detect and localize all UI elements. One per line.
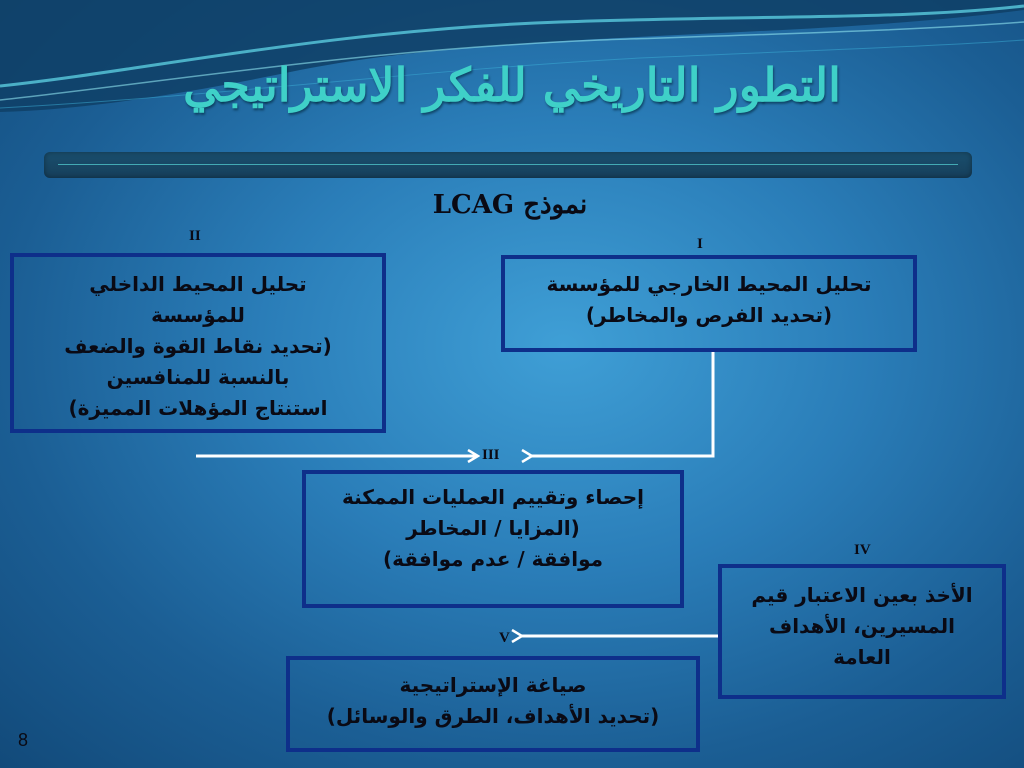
step-i-line-1: تحليل المحيط الخارجي للمؤسسة	[546, 272, 872, 296]
step-box-evaluate-options	[302, 470, 684, 608]
step-ii-line-4: بالنسبة للمنافسين	[106, 365, 290, 389]
step-label-v: V	[499, 630, 510, 646]
title-divider-line	[58, 164, 958, 165]
step-v-line-2: (تحديد الأهداف، الطرق والوسائل)	[326, 704, 660, 728]
step-iii-line-2: (المزايا / المخاطر	[406, 516, 580, 540]
step-iv-line-3: العامة	[833, 645, 891, 669]
step-ii-line-5: استنتاج المؤهلات المميزة)	[68, 396, 328, 420]
step-iii-line-1: إحصاء وتقييم العمليات الممكنة	[341, 485, 645, 509]
step-label-iv: IV	[854, 542, 871, 558]
connector-i-to-iii	[532, 352, 713, 456]
step-iv-line-2: المسيرين، الأهداف	[768, 614, 956, 638]
step-box-strategy-formulation	[286, 656, 700, 752]
model-heading: نموذج LCAG	[432, 190, 588, 220]
step-box-internal-analysis	[10, 253, 386, 433]
page-number: 8	[18, 730, 29, 750]
step-ii-line-2: للمؤسسة	[151, 303, 245, 327]
slide-title: التطور التاريخي للفكر الاستراتيجي	[183, 58, 841, 112]
step-i-line-2: (تحديد الفرص والمخاطر)	[585, 303, 833, 327]
step-iii-line-3: موافقة / عدم موافقة)	[383, 547, 603, 571]
step-box-external-analysis	[501, 255, 917, 352]
title-divider-bar	[44, 152, 972, 178]
step-iv-line-1: الأخذ بعين الاعتبار قيم	[751, 583, 973, 607]
step-box-manager-values	[718, 564, 1006, 699]
step-label-ii: II	[189, 228, 201, 244]
step-label-iii: III	[482, 447, 500, 463]
step-ii-line-3: (تحديد نقاط القوة والضعف	[64, 334, 332, 358]
step-label-i: I	[697, 236, 703, 252]
step-ii-line-1: تحليل المحيط الداخلي	[89, 272, 307, 296]
step-v-line-1: صياغة الإستراتيجية	[399, 673, 587, 697]
